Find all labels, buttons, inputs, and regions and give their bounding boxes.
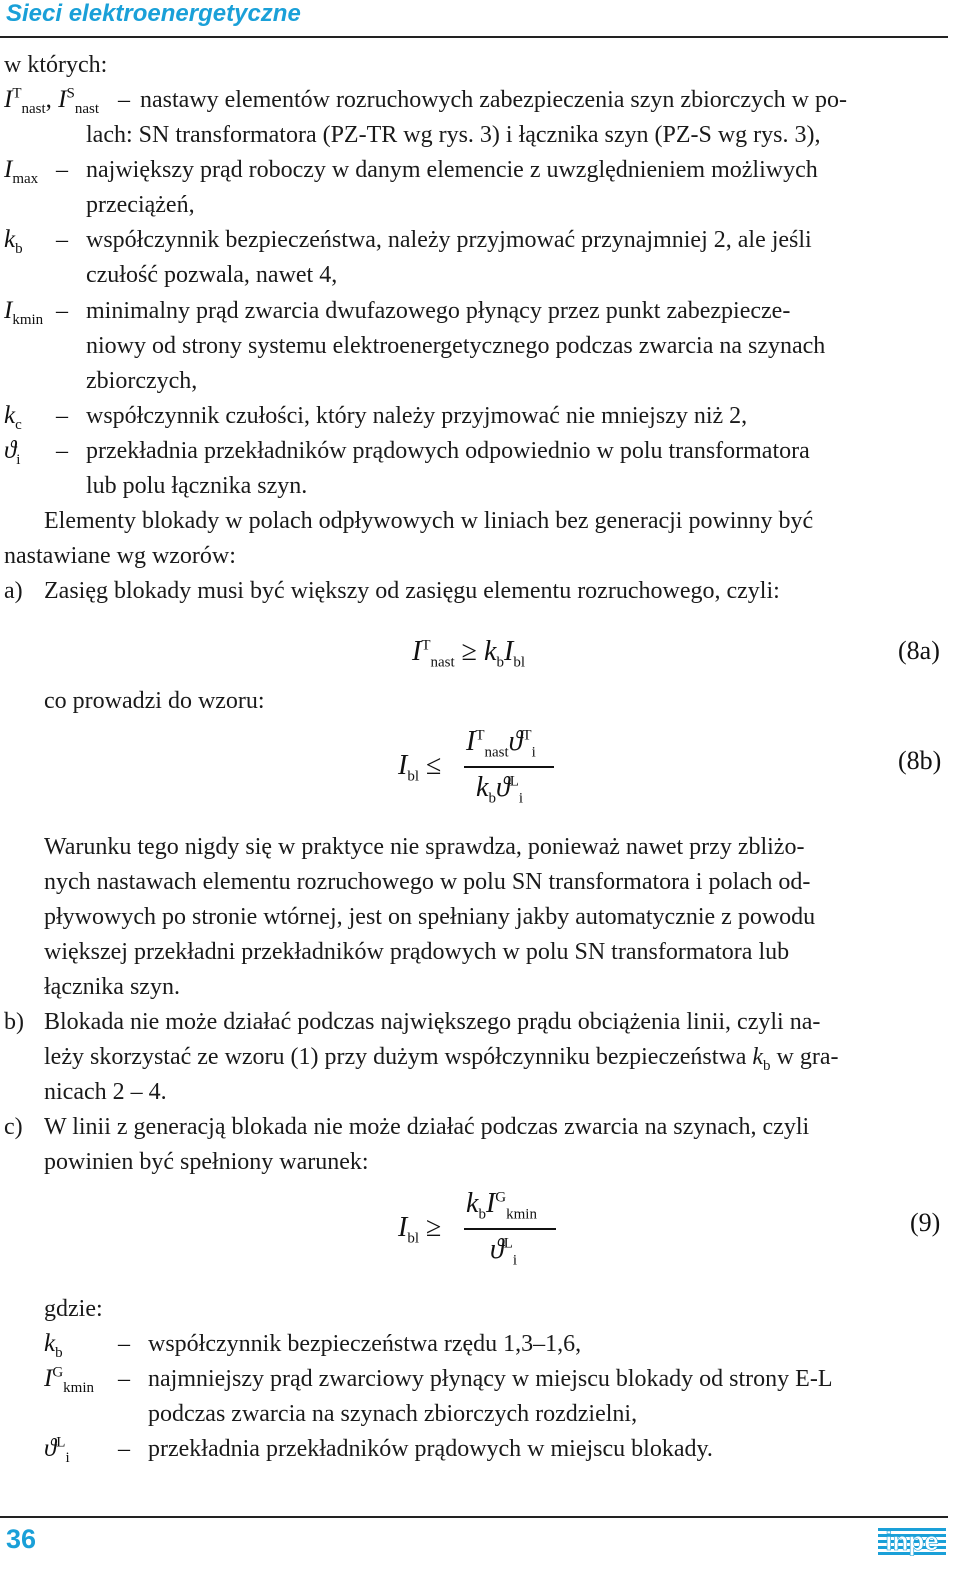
equation-8b-denominator: $k_bϑ^L_i$ (476, 772, 524, 807)
def2-2-line2: podczas zwarcia na szynach zbiorczych rozdzielni, (148, 1401, 638, 1427)
definition-dash: – (56, 157, 68, 183)
definition-dash: – (118, 1331, 130, 1357)
def4-line2: niowy od strony systemu elektroenergetycznego podczas zwarcia na szynach (86, 333, 826, 359)
equation-8a: $I^T_{nast} \ge k_bI_{bl}$ (412, 636, 525, 671)
equation-9-numerator: $k_bI^G_{kmin}$ (466, 1188, 537, 1223)
item-b-line3: nicach 2 – 4. (44, 1079, 167, 1105)
symbol-k-c: $k_c$ (4, 402, 22, 433)
item-b-line2-text: leży skorzystać ze wzoru (1) przy dużym współczynniku bezpieczeństwa (44, 1044, 747, 1070)
paragraph-line: większej przekładni przekładników prądowych w polu SN transformatora lub (44, 939, 790, 965)
def4-line3: zbiorczych, (86, 368, 198, 394)
symbol-i-nast-t-s: $I^T_{nast}$, $I^S_{nast}$ (4, 85, 100, 117)
equation-8a-number: (8a) (898, 636, 940, 665)
def2-line1: największy prąd roboczy w danym elemencie z uwzględnieniem możliwych (86, 157, 818, 183)
equation-9-denominator: $ϑ^L_i$ (490, 1234, 518, 1269)
intro-label: w których: (4, 52, 108, 78)
symbol-i-g-kmin: $I^G_{kmin}$ (44, 1364, 95, 1396)
item-c-line1: W linii z generacją blokada nie może działać podczas zwarcia na szynach, czyli (44, 1114, 810, 1140)
logo-text: inpe (885, 1526, 939, 1556)
item-c-marker: c) (4, 1114, 23, 1140)
equation-8b-numerator: $I^T_{nast}ϑ^T_i$ (466, 726, 536, 761)
publisher-logo (876, 1524, 948, 1558)
definition-dash: – (56, 438, 68, 464)
running-header-title: Sieci elektroenergetyczne (6, 0, 301, 27)
where-label: gdzie: (44, 1296, 103, 1322)
symbol-i-max: $I_{max}$ (4, 156, 39, 187)
def3-line2: czułość pozwala, nawet 4, (86, 262, 338, 288)
def2-1-line1: współczynnik bezpieczeństwa rzędu 1,3–1,6, (148, 1331, 582, 1357)
page-number: 36 (6, 1524, 37, 1554)
def3-line1: współczynnik bezpieczeństwa, należy przyjmować przynajmniej 2, ale jeśli (86, 227, 812, 253)
def2-2-line1: najmniejszy prąd zwarciowy płynący w miejscu blokady od strony E-L (148, 1366, 833, 1392)
fraction-bar (464, 766, 554, 768)
def5-line1: współczynnik czułości, który należy przyjmować nie mniejszy niż 2, (86, 403, 748, 429)
equation-8b-lhs: $I_{bl}$ ≤ (398, 750, 442, 785)
paragraph-line: nastawiane wg wzorów: (4, 543, 236, 569)
def1-line2: lach: SN transformatora (PZ-TR wg rys. 3) i łącznika szyn (PZ-S wg rys. 3), (86, 122, 821, 148)
definition-dash: – (56, 298, 68, 324)
def2-3-line1: przekładnia przekładników prądowych w miejscu blokady. (148, 1436, 713, 1462)
equation-8b-number: (8b) (898, 746, 942, 775)
symbol-i-kmin: $I_{kmin}$ (4, 297, 44, 328)
item-a-text: Zasięg blokady musi być większy od zasięgu elementu rozruchowego, czyli: (44, 578, 780, 604)
header-rule (0, 36, 948, 38)
definition-dash: – (56, 227, 68, 253)
footer-rule (0, 1516, 948, 1518)
item-b-line1: Blokada nie może działać podczas największego prądu obciążenia linii, czyli na- (44, 1009, 821, 1035)
symbol-theta-l-i: $ϑ^L_i$ (44, 1434, 70, 1466)
def1-line1: nastawy elementów rozruchowych zabezpieczenia szyn zbiorczych w po- (140, 87, 848, 113)
def2-line2: przeciążeń, (86, 192, 195, 218)
equation-9-number: (9) (910, 1208, 941, 1237)
def6-line1: przekładnia przekładników prądowych odpowiednio w polu transformatora (86, 438, 810, 464)
item-b-line2-tail: w gra- (776, 1044, 839, 1070)
item-b-line2: leży skorzystać ze wzoru (1) przy dużym współczynniku bezpieczeństwa $k_b$ w gra- (44, 1044, 839, 1074)
symbol-k-b: $k_b$ (44, 1330, 63, 1361)
paragraph-line: pływowych po stronie wtórnej, jest on spełniany jakby automatycznie z powodu (44, 904, 816, 930)
equation-9-lhs: $I_{bl}$ ≥ (398, 1212, 442, 1247)
definition-dash: – (56, 403, 68, 429)
definition-dash: – (118, 1366, 130, 1392)
fraction-bar (464, 1228, 556, 1230)
definition-dash: – (118, 87, 130, 113)
paragraph-line: nych nastawach elementu rozruchowego w polu SN transformatora i polach od- (44, 869, 811, 895)
paragraph-line: łącznika szyn. (44, 974, 180, 1000)
leads-to-text: co prowadzi do wzoru: (44, 688, 265, 714)
definition-dash: – (118, 1436, 130, 1462)
item-b-marker: b) (4, 1009, 24, 1035)
paragraph-line: Elementy blokady w polach odpływowych w liniach bez generacji powinny być (44, 508, 814, 534)
item-a-marker: a) (4, 578, 23, 604)
symbol-theta-i: $ϑ_i$ (4, 437, 21, 468)
paragraph-line: Warunku tego nigdy się w praktyce nie sprawdza, ponieważ nawet przy zbliżo- (44, 834, 805, 860)
symbol-k-b: $k_b$ (4, 226, 23, 257)
def6-line2: lub polu łącznika szyn. (86, 473, 308, 499)
item-c-line2: powinien być spełniony warunek: (44, 1149, 369, 1175)
def4-line1: minimalny prąd zwarcia dwufazowego płynący przez punkt zabezpiecze- (86, 298, 791, 324)
